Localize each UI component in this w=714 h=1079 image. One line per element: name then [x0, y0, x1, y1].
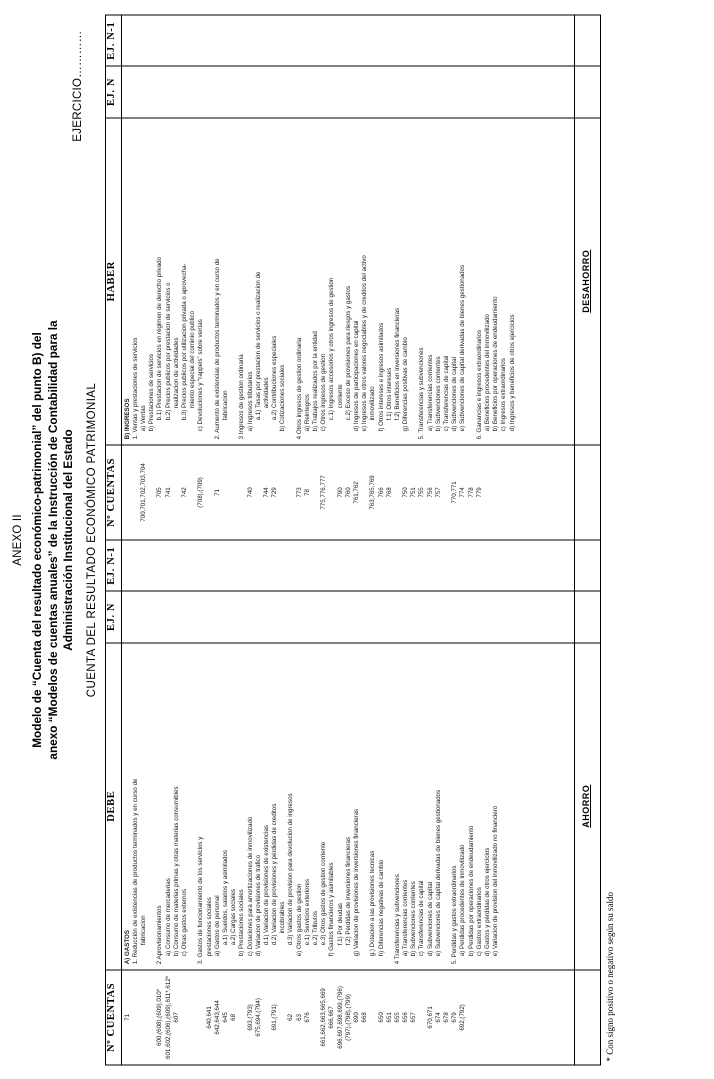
ledger-line: f.1) Por deudas	[336, 902, 344, 945]
debe-ej-n-values[interactable]	[122, 591, 574, 641]
debe-total-cell	[574, 642, 600, 969]
ledger-line: c.2) Exceso de provisiones para riesgos y gastos	[344, 285, 352, 420]
ledger-line: actividades	[262, 376, 270, 408]
ledger-line: c) Otros ingresos de gestion	[320, 353, 328, 431]
ledger-line: d) Subvenciones de capital	[451, 356, 459, 431]
ledger-line: d.1) Variacion de provisiones de existencias	[262, 824, 270, 945]
account-code: 600,(608),(609),010*	[156, 988, 164, 1046]
ledger-line: realizacion de actividades	[172, 336, 180, 408]
account-code: 68	[230, 1013, 238, 1021]
exercise-label: EJERCICIO…………	[71, 30, 84, 142]
account-code: 62	[287, 1013, 295, 1021]
ledger-line: 5. Perdidas y gastos extraordinarios	[451, 865, 459, 964]
ledger-line: 4 Transferencias y subvenciones	[393, 873, 401, 964]
account-code: 71	[213, 488, 221, 496]
account-code: 656	[402, 1011, 410, 1023]
account-code: 645	[221, 1011, 229, 1023]
totals-row	[574, 15, 600, 1065]
ledger-line: B) INGRESOS	[123, 397, 131, 439]
account-code: (708),(709)	[197, 476, 205, 508]
ledger-line: d) Variacion de provisiones de trafico	[254, 854, 262, 956]
ledger-line: inmovilizado	[369, 385, 377, 420]
account-code: 770,771	[451, 480, 459, 504]
ledger-line: A) GASTOS	[123, 929, 131, 964]
header-ej-n-haber: EJ. N	[105, 66, 121, 117]
ledger-line: f.1) Otros intereses	[385, 367, 393, 420]
ledger-line: miento especial del cominio publico	[189, 310, 197, 408]
account-code: 691,(791)	[271, 1003, 279, 1031]
ledger-line: e.3) Otros gastos de gestion corriente	[320, 841, 328, 945]
account-code: 78	[303, 488, 311, 496]
ledger-line: c) Ingresos extraordinarios	[500, 357, 508, 431]
account-code: 601,602,(606),(609),611*,612*	[164, 975, 172, 1059]
ledger-line: c) Devoluciones y “rappels” sobre ventas	[197, 318, 205, 431]
statement-title: CUENTA DEL RESULTADO ECONÓMICO PATRIMONIAL	[85, 382, 98, 697]
ledger-line: prestaciones sociales	[205, 896, 213, 956]
debe-total-ej-n-cell[interactable]	[574, 591, 600, 642]
ledger-line: b) Prestaciones de servicios	[148, 353, 156, 431]
haber-total-cell	[574, 117, 600, 444]
ledger-line: 2. Aumento de existencias de productos terminados y en curso de	[213, 257, 221, 439]
ledger-line: a) Beneficios procedentes del inmovilizado	[483, 313, 491, 431]
ledger-line: a) Reintegros	[303, 393, 311, 431]
haber-total-accounts-cell	[574, 444, 600, 539]
haber-ej-n-values[interactable]	[122, 66, 574, 116]
document-title-line-2: anexo “Modelos de cuentas anuales” de la Instrucción de Contabilidad para la	[45, 319, 60, 760]
ledger-line: g.) Dotacion a las provisiones tecnicas	[369, 850, 377, 956]
ledger-line: 4 Otros ingresos de gestion ordinaria	[295, 337, 303, 439]
account-code: 779	[475, 486, 483, 498]
account-code: 666,667	[328, 1005, 336, 1029]
account-code: 705	[156, 486, 164, 498]
account-code: 642,643,644	[213, 999, 221, 1035]
account-code: 755	[418, 486, 426, 498]
account-code: 71	[123, 1013, 131, 1021]
ledger-line: a) Consumo de mercaderias	[164, 877, 172, 956]
ledger-line: b) Perdidas por operaciones de endeudamiento	[467, 825, 475, 956]
desahorro-label: DESAHORRO	[580, 249, 591, 313]
ahorro-label: AHORRO	[580, 784, 591, 828]
ledger-line: fabricacion	[221, 389, 229, 420]
ledger-line: 1. Reducción de existencias de productos terminados y en curso de	[131, 778, 139, 964]
ledger-line: 3 Ingresos de gestion ordinaria	[238, 353, 246, 439]
ledger-line: fabricacion	[140, 914, 148, 945]
account-code: 761,762	[352, 480, 360, 504]
ledger-line: 3. Gastos de funcionamiento de los servicios y	[197, 836, 205, 964]
account-code: 651	[385, 1011, 393, 1023]
header-ej-n1-debe: EJ. N-1	[105, 540, 121, 591]
account-code: 756	[426, 486, 434, 498]
haber-ej-n-cell[interactable]	[121, 66, 574, 117]
ledger-line: 6. Ganancias e ingresos extraordinarios	[475, 329, 483, 439]
haber-total-ej-n-cell[interactable]	[574, 66, 600, 117]
debe-account-list	[122, 970, 574, 1064]
account-code: 773	[295, 486, 303, 498]
ledger-line: e) Otros gastos de gestion	[295, 883, 303, 956]
ledger-line: a) Perdidas procedentes de inmovilizado	[459, 843, 467, 956]
ledger-line: a) Transferencias corrientes	[402, 879, 410, 956]
account-code: 740	[246, 486, 254, 498]
debe-ej-n1-values[interactable]	[122, 540, 574, 590]
header-debe: DEBE	[105, 642, 121, 969]
account-code: 655	[393, 1011, 401, 1023]
account-code: 774	[459, 486, 467, 498]
account-code: 696,697,698,699,(796)	[336, 985, 344, 1049]
ledger-line: b) Trabajos realizados por la entidad	[312, 330, 319, 431]
account-code: 700,701,702,703,704	[140, 462, 148, 522]
haber-ej-n1-cell[interactable]	[121, 15, 574, 66]
ledger-line: d) Subvenciones de capital	[426, 881, 434, 956]
document-title	[30, 260, 77, 820]
account-code: 668	[361, 1011, 369, 1023]
account-code: 650	[377, 1011, 385, 1023]
account-code: 790	[336, 486, 344, 498]
ledger-line: 2 Aprovisionamientos	[156, 904, 164, 964]
ledger-line: d.2) Variacion de provisiones y pérdidas de creditos	[271, 803, 279, 945]
account-code: 768	[385, 486, 393, 498]
ledger-line: incobrables	[279, 901, 287, 933]
ledger-line: a.2) Contribuciones especiales	[271, 335, 279, 420]
account-code: 63	[295, 1013, 303, 1021]
ledger-line: e.1) Servicios exteriores	[303, 878, 311, 945]
ledger-line: b.3) Precios publicos por utilizacion privada o aprovecha-	[181, 262, 188, 420]
ledger-line: e.2) Tributos	[312, 910, 319, 945]
account-code: 640,641	[205, 1005, 213, 1029]
ledger-line: f.2) Beneficios en inversiones financieras	[393, 307, 401, 420]
account-code: 763,765,769	[369, 474, 377, 510]
ledger-line: f) Gastos financieros y asimilables	[328, 861, 336, 956]
ledger-line: 1. Ventas y prestaciones de servicios	[131, 337, 139, 439]
debe-ej-n-cell[interactable]	[121, 591, 574, 642]
account-code: 744	[262, 486, 270, 498]
haber-description-cell	[121, 117, 574, 444]
ledger-table	[105, 14, 601, 1065]
header-num-cuentas-debe: Nº CUENTAS	[105, 969, 121, 1064]
account-code: 760	[344, 486, 352, 498]
ledger-line: a.1) Tasas por prestacion de servicios o realizacion de	[254, 271, 262, 420]
account-code: 751	[410, 486, 418, 498]
account-code: 741	[164, 486, 172, 498]
account-code: 729	[271, 486, 279, 498]
account-code: 678	[443, 1011, 450, 1023]
ledger-line: e) Ingresos de otros valores negociables y de creditos del activo	[361, 254, 369, 431]
ledger-line: corriente	[336, 383, 344, 408]
debe-line-list	[122, 643, 574, 969]
ledger-line: d.3) Variacion de provision para devolucion de ingresos	[287, 792, 295, 945]
account-code: 775,776,777	[320, 474, 328, 510]
ledger-line: d) Gastos y pérdidas de otros ejercicios	[483, 847, 491, 956]
account-code: 750	[402, 486, 410, 498]
haber-line-list	[122, 118, 574, 444]
ledger-line: b) Cotizaciones sociales	[279, 364, 287, 431]
header-num-cuentas-haber: Nº CUENTAS	[105, 444, 121, 539]
account-code: 742	[181, 486, 188, 498]
ledger-line: b) Consumo de materias primas y otras materias consumibles	[172, 785, 180, 956]
debe-ej-n1-cell[interactable]	[121, 540, 574, 591]
ledger-line: a) Gastos de personal	[213, 894, 221, 956]
footnote: * Con signo positivo o negativo según su saldo	[604, 891, 615, 1061]
account-code: 692,(792)	[459, 1003, 467, 1031]
ledger-line: a) Transferencias corrientes	[426, 354, 434, 431]
ledger-line: e) Subvenciones de capital derivadas de bienes gestionados	[434, 789, 442, 956]
ledger-line: b) Subvenciones corrientes	[434, 355, 442, 431]
ledger-line: d) Ingresos y beneficios de otros ejercicios	[508, 313, 516, 431]
ledger-body-row	[121, 15, 574, 1065]
ledger-line: c.1) Ingresos accesorios y otros ingresos de gestion	[328, 277, 336, 420]
ledger-line: e) Variacion de provision del inmovilizado no financiero	[492, 805, 500, 956]
ledger-line: b) Subvenciones corrientes	[410, 880, 418, 956]
ledger-line: h) Diferencias negativas de cambio	[377, 859, 385, 956]
header-haber: HABER	[105, 117, 121, 444]
debe-total-accounts-cell	[574, 969, 600, 1064]
ledger-line: c) Gastos extraordinarios	[475, 886, 483, 956]
haber-account-list	[122, 445, 574, 539]
ledger-line: c) Transferencias de capital	[418, 880, 426, 956]
ledger-line: b) Prestaciones sociales	[238, 888, 246, 956]
account-code: 690	[352, 1011, 360, 1023]
ledger-line: a.1) Sueldos, salarios y asimilados	[221, 849, 229, 945]
ledger-line: b) Beneficios por operaciones de endeudamiento	[492, 295, 500, 431]
ledger-line: d) Ingresos de participaciones en capital	[352, 320, 360, 431]
ledger-line: c) Dotaciones para amortizaciones de inmovilizado	[246, 816, 254, 956]
account-code: 693,(793)	[246, 1003, 254, 1031]
account-code: 657	[410, 1011, 418, 1023]
ledger-line: a) Ingresos tributarios	[246, 370, 254, 431]
ledger-line: c) Transferencias de capital	[443, 355, 450, 431]
haber-total-ej-n1-cell[interactable]	[574, 15, 600, 66]
ledger-line: c) Otras gastos externos	[181, 888, 188, 956]
header-ej-n-debe: EJ. N	[105, 591, 121, 642]
ledger-line: g) Variacion de provisiones de inversiones financieras	[352, 808, 360, 956]
ledger-line: a) Ventas	[140, 404, 148, 431]
ledger-line: 5. Transferencias y subvenciones	[418, 346, 426, 439]
anexo-label: ANEXO II	[12, 513, 24, 566]
account-code: 675,694,(794)	[254, 997, 262, 1037]
ledger-line: f.2) Pérdidas de inversiones financieras	[344, 836, 352, 945]
debe-accounts-cell	[121, 969, 574, 1064]
account-code: 679	[451, 1011, 459, 1023]
haber-ej-n1-values[interactable]	[122, 15, 574, 65]
header-ej-n1-haber: EJ. N-1	[105, 15, 121, 66]
account-code: 607	[172, 1011, 180, 1023]
ledger-line: b.1) Prestacion de servicios en régimen de derecho privado	[156, 256, 164, 420]
account-code: 674	[434, 1011, 442, 1023]
ledger-line: b.2) Precios publicos por prestacion de servicios o	[164, 281, 172, 420]
account-code: 670,671	[426, 1005, 434, 1029]
account-code: 766	[377, 486, 385, 498]
debe-total-ej-n1-cell[interactable]	[574, 540, 600, 591]
account-code: 661,662,663,665,669	[320, 987, 328, 1047]
account-code: 676	[303, 1011, 311, 1023]
document-title-line-1: Modelo de “Cuenta del resultado económico-patrimonial” del punto B) del	[30, 331, 44, 748]
table-header-row	[105, 15, 121, 1065]
ledger-line: e) Subvenciones de capital derivadas de bienes gestionados	[459, 264, 467, 431]
debe-description-cell	[121, 642, 574, 969]
ledger-line: a.2) Cargas sociales	[230, 888, 238, 945]
haber-accounts-cell	[121, 444, 574, 539]
account-code: 778	[467, 486, 475, 498]
document-title-line-3: Administración Institucional del Estado	[61, 428, 76, 651]
ledger-line: g) Diferencias positivas de cambio	[402, 336, 410, 431]
account-code: 757	[434, 486, 442, 498]
ledger-line: f) Otros intereses e ingresos asimilados	[377, 322, 385, 431]
statement-header-band	[71, 14, 103, 1065]
account-code: (797),(798),(799)	[344, 993, 352, 1041]
